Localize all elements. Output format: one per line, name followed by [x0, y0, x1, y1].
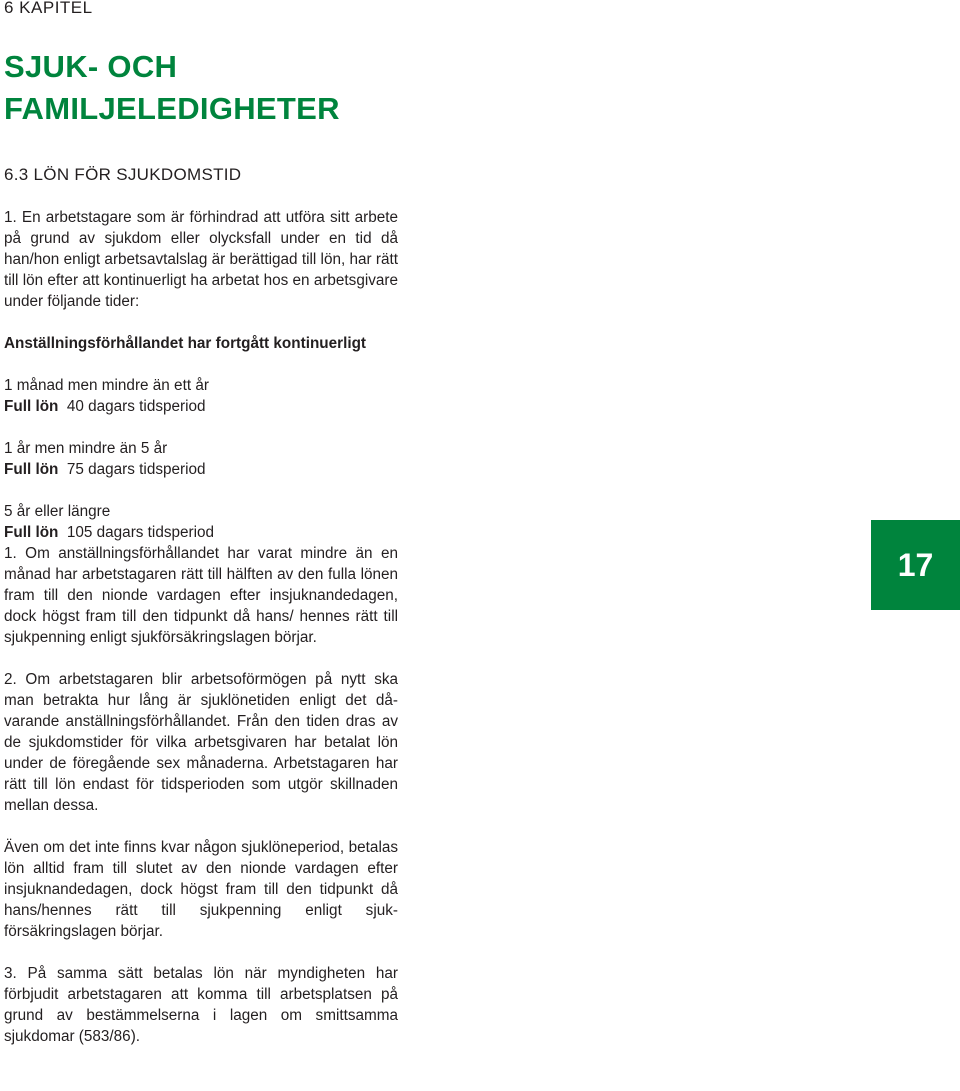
section-heading: 6.3 LÖN FÖR SJUKDOMSTID — [4, 165, 242, 184]
page-title — [4, 46, 340, 130]
tier-duration: 105 dagars tidsperiod — [66, 524, 215, 541]
paragraph-3: 2. Om arbetstagaren blir arbetsoförmögen på nytt ska man betrakta hur lång är sjuklönetiden enligt det dåvarande anställningsförhållandet. Från den tiden dras av de sjukdomstider för vilka arbetsgivaren har betalat lön under de föregående sex månaderna. Arbetstagaren har rätt till lön endast för tidsperioden som utgör skillnaden mellan dessa. — [4, 671, 398, 814]
tier-2 — [4, 438, 398, 480]
tier-label: Full lön — [4, 524, 59, 541]
tier-duration: 40 dagars tidsperiod — [66, 398, 206, 415]
tier-period: 1 månad men mindre än ett år — [4, 377, 209, 394]
body-text — [4, 207, 398, 1047]
tier-label: Full lön — [4, 398, 59, 415]
paragraph-5: 3. På samma sätt betalas lön när myndigheten har förbjudit arbetstagaren att komma till arbetsplatsen på grund av bestämmelserna i lagen om smittsamma sjukdomar (583/86). — [4, 965, 398, 1045]
tier-3 — [4, 501, 398, 543]
paragraph-1: 1. En arbetstagare som är förhindrad att utföra sitt arbete på grund av sjukdom eller olycksfall under en tid då han/hon enligt arbetsavtalslag är berättigad till lön, har rätt till lön efter att kontinuerligt ha arbetat hos en arbetsgivare under följande tider: — [4, 209, 398, 310]
page-number: 17 — [897, 546, 934, 583]
tier-label: Full lön — [4, 461, 59, 478]
paragraph-2: 1. Om anställningsförhållandet har varat mindre än en månad har arbetstagaren rätt till hälften av den fulla lönen fram till den nionde vardagen efter insjuknandedagen, dock högst fram till den tidpunkt då hans/ hennes rätt till sjukpenning enligt sjukförsäkringslagen börjar. — [4, 545, 398, 646]
tier-period: 5 år eller längre — [4, 503, 111, 520]
tier-period: 1 år men mindre än 5 år — [4, 440, 168, 457]
paragraph-4: Även om det inte finns kvar någon sjuklöneperiod, betalas lön alltid fram till slutet av den nionde vardagen efter insjuknandedagen, dock högst fram till den tidpunkt då hans/hennes rätt till sjukpenning enligt sjukförsäkringslagen börjar. — [4, 839, 398, 940]
chapter-label: 6 KAPITEL — [4, 0, 93, 17]
title-line-1: SJUK- OCH — [4, 49, 178, 84]
tiers-heading: Anställningsförhållandet har fortgått kontinuerligt — [4, 335, 367, 352]
page-number-box — [871, 520, 960, 610]
tier-1 — [4, 375, 398, 417]
tier-duration: 75 dagars tidsperiod — [66, 461, 206, 478]
title-line-2: FAMILJELEDIGHETER — [4, 91, 340, 126]
